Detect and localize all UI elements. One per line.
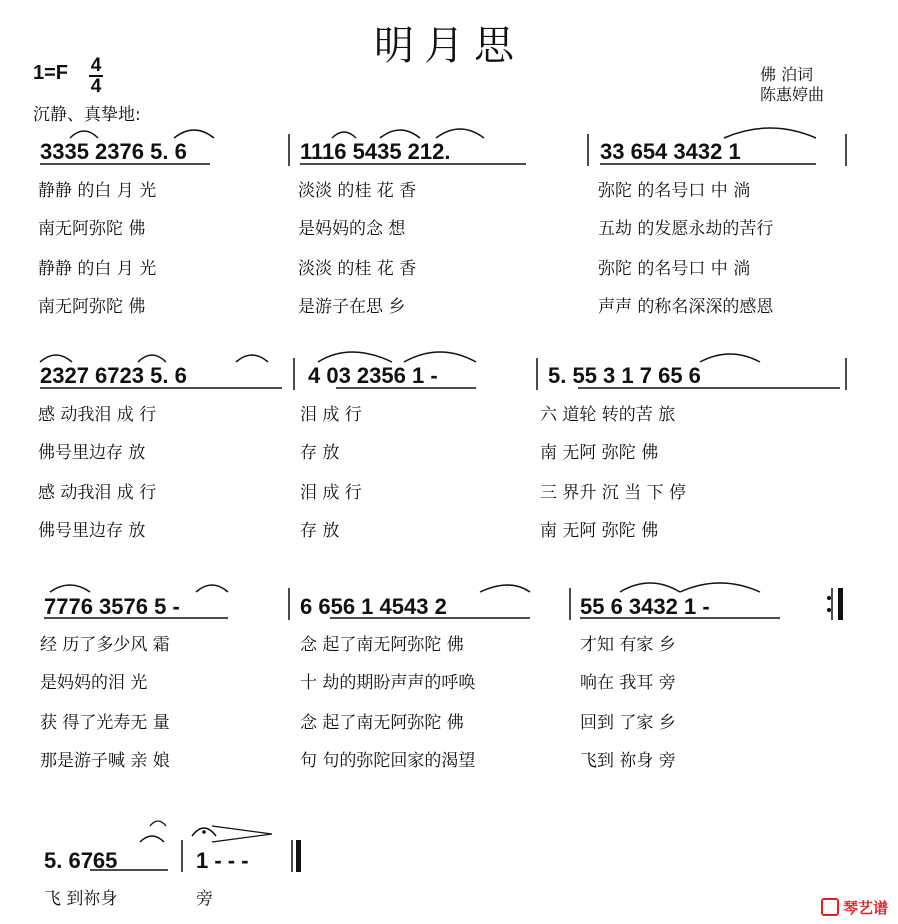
system-1-verse-2-c: 五劫 的发愿永劫的苦行 (598, 219, 774, 239)
slur (404, 352, 476, 362)
watermark (821, 897, 888, 918)
system-2-verse-4-a: 佛号里边存 放 (38, 521, 146, 541)
system-2-verse-3-a: 感 动我泪 成 行 (38, 483, 157, 503)
system-1-measure-1: 3335 2376 5. 6 (40, 139, 187, 164)
slur (138, 355, 166, 362)
system-2-measure-2: 4 03 2356 1 - (308, 363, 438, 388)
system-1-measure-3: 33 654 3432 1 (600, 139, 741, 164)
lyricist-credit: 佛 泊词 (760, 65, 814, 84)
slur (620, 583, 680, 592)
slur (436, 129, 484, 138)
slur (140, 836, 164, 842)
repeat-dot (827, 608, 831, 612)
system-3-verse-3-a: 获 得了光寿无 量 (40, 713, 170, 733)
system-2-verse-3-b: 泪 成 行 (300, 483, 362, 503)
end-repeat-thick-bar (838, 588, 843, 620)
time-signature-top: 4 (90, 55, 102, 76)
system-3-verse-4-a: 那是游子喊 亲 娘 (40, 751, 170, 771)
key-signature: 1=F (33, 62, 69, 84)
slur (40, 355, 72, 362)
system-1-verse-4-b: 是游子在思 乡 (298, 297, 406, 317)
system-1-verse-2-a: 南无阿弥陀 佛 (38, 219, 146, 239)
slur (318, 352, 392, 362)
beam-underlines (40, 164, 840, 870)
system-1-verse-3-a: 静静 的白 月 光 (38, 259, 157, 279)
system-1-verse-1-c: 弥陀 的名号口 中 淌 (598, 181, 751, 201)
decrescendo-icon (212, 826, 272, 842)
system-1-measure-2: 1116 5435 212. (300, 139, 451, 164)
system-3-measure-3: 55 6 3432 1 - (580, 594, 710, 619)
slur (680, 583, 760, 592)
slur (50, 585, 90, 592)
system-2-measure-3: 5. 55 3 1 7 65 6 (548, 363, 701, 388)
system-2-verse-1-b: 泪 成 行 (300, 405, 362, 425)
repeat-dot (827, 596, 831, 600)
time-signature-bottom: 4 (90, 76, 102, 97)
slur (332, 132, 356, 138)
system-4-verse-1-b: 旁 (196, 889, 213, 909)
system-2-verse-1-a: 感 动我泪 成 行 (38, 405, 157, 425)
system-3-measure-2: 6 656 1 4543 2 (300, 594, 447, 619)
system-4-measure-2: 1 - - - (196, 848, 249, 873)
system-2-verse-2-a: 佛号里边存 放 (38, 443, 146, 463)
slur (724, 128, 816, 138)
system-1-verse-1-a: 静静 的白 月 光 (38, 181, 157, 201)
system-2-verse-4-c: 南 无阿 弥陀 佛 (540, 521, 659, 541)
system-3-verse-4-c: 飞到 祢身 旁 (580, 751, 676, 771)
system-2-verse-3-c: 三 界升 沉 当 下 停 (540, 483, 687, 503)
system-1-verse-3-c: 弥陀 的名号口 中 淌 (598, 259, 751, 279)
system-4-measure-1: 5. 6765 (44, 848, 118, 873)
system-1-verse-3-b: 淡淡 的桂 花 香 (298, 259, 417, 279)
system-2-verse-2-c: 南 无阿 弥陀 佛 (540, 443, 659, 463)
page-title: 明月思 (374, 23, 524, 69)
system-2-verse-4-b: 存 放 (300, 521, 340, 541)
composer-credit: 陈惠婷曲 (760, 85, 825, 104)
slur (70, 131, 98, 138)
slur (480, 585, 530, 592)
slur (174, 130, 214, 138)
system-3-verse-3-c: 回到 了家 乡 (580, 713, 676, 733)
fermata-dot (202, 830, 206, 834)
system-4-verse-1-a: 飞 到祢身 (44, 889, 118, 909)
system-2-measure-1: 2327 6723 5. 6 (40, 363, 187, 388)
system-1-verse-4-c: 声声 的称名深深的感恩 (598, 297, 774, 317)
system-3-verse-1-b: 念 起了南无阿弥陀 佛 (300, 635, 464, 655)
slur (380, 130, 420, 138)
system-3-verse-2-b: 十 劫的期盼声声的呼唤 (300, 673, 476, 693)
barlines (182, 134, 846, 872)
system-3-verse-1-a: 经 历了多少风 霜 (40, 635, 170, 655)
slur (196, 585, 228, 592)
system-1-verse-1-b: 淡淡 的桂 花 香 (298, 181, 417, 201)
watermark-text: 琴艺谱 (842, 899, 888, 917)
tempo-marking: 沉静、真挚地: (33, 105, 141, 125)
final-barline-thick (296, 840, 301, 872)
system-1-verse-4-a: 南无阿弥陀 佛 (38, 297, 146, 317)
system-2-verse-1-c: 六 道轮 转的苦 旅 (540, 405, 676, 425)
system-3-verse-1-c: 才知 有家 乡 (580, 635, 676, 655)
system-3-measure-1: 7776 3576 5 - (44, 594, 180, 619)
system-3-verse-2-c: 响在 我耳 旁 (580, 673, 676, 693)
fermata-icon (150, 821, 166, 826)
system-3-verse-3-b: 念 起了南无阿弥陀 佛 (300, 713, 464, 733)
system-2-verse-2-b: 存 放 (300, 443, 340, 463)
logo-icon (821, 898, 839, 916)
system-3-verse-4-b: 句 句的弥陀回家的渴望 (300, 751, 476, 771)
system-1-verse-2-b: 是妈妈的念 想 (298, 219, 406, 239)
slur (700, 354, 760, 362)
slurs (40, 128, 816, 842)
system-3-verse-2-a: 是妈妈的泪 光 (40, 673, 148, 693)
slur (236, 355, 268, 362)
